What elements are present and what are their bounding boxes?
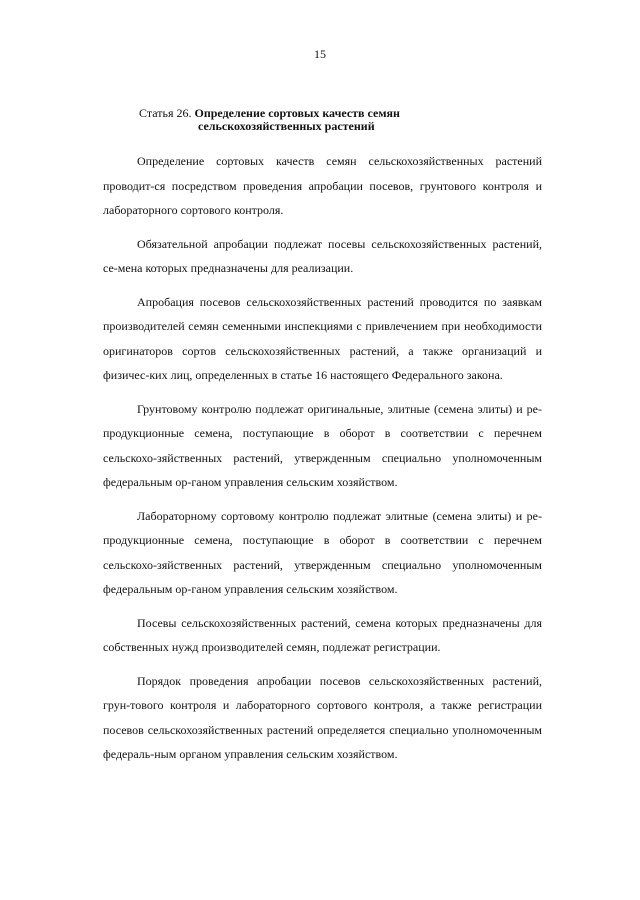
paragraph-2: Обязательной апробации подлежат посевы сельскохозяйственных растений, се-мена которых предназначены для реализации. <box>103 236 542 275</box>
page-number: 15 <box>314 47 326 61</box>
paragraph-7: Порядок проведения апробации посевов сельскохозяйственных растений, грун-тового контроля и лабораторного сортового контроля, а также регистрации посевов сельскохозяйственных растений определяется специально уполномоченным федераль-ным органом управления сельским хозяйством. <box>103 673 542 761</box>
article-body <box>103 149 542 767</box>
article-title-line-2: сельскохозяйственных растений <box>198 119 375 133</box>
paragraph-5: Лабораторному сортовому контролю подлежат элитные (семена элиты) и ре-продукционные семена, поступающие в оборот в соответствии с перечнем сельскохо-зяйственных растений, утвержденным специально уполномоченным федеральным ор-ганом управления сельским хозяйством. <box>103 508 542 596</box>
paragraph-1: Определение сортовых качеств семян сельскохозяйственных растений проводит-ся посредством проведения апробации посевов, грунтового контроля и лабораторного сортового контроля. <box>103 154 542 217</box>
paragraph-4: Грунтовому контролю подлежат оригинальные, элитные (семена элиты) и ре-продукционные семена, поступающие в оборот в соответствии с перечнем сельскохо-зяйственных растений, утвержденным специально уполномоченным федеральным ор-ганом управления сельским хозяйством. <box>103 401 542 489</box>
article-number: Статья 26. <box>139 106 195 120</box>
article-heading <box>139 107 539 133</box>
paragraph-3: Апробация посевов сельскохозяйственных растений проводится по заявкам производителей семян семенными инспекциями с привлечением при необходимости оригинаторов сортов сельскохозяйственных растений, а также организаций и физичес-ких лиц, определенных в статье 16 настоящего Федерального закона. <box>103 294 542 382</box>
article-title-line-1: Определение сортовых качеств семян <box>194 106 400 120</box>
paragraph-6: Посевы сельскохозяйственных растений, семена которых предназначены для собственных нужд производителей семян, подлежат регистрации. <box>103 615 542 654</box>
